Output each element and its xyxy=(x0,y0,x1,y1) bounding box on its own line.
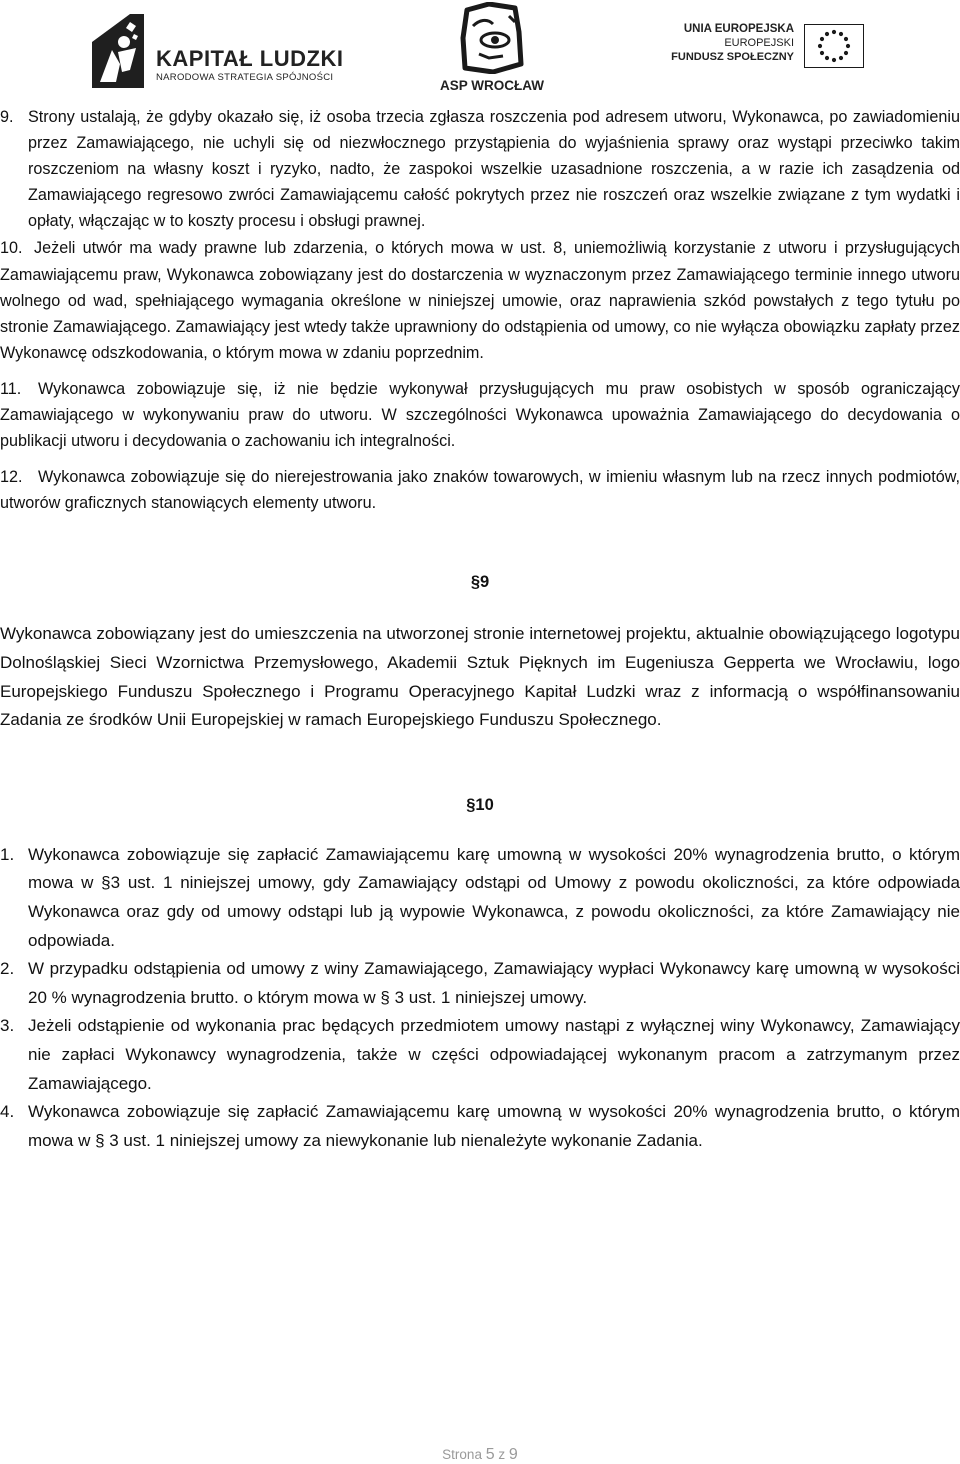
item-text: Jeżeli utwór ma wady prawne lub zdarzenia, o których mowa w ust. 8, uniemożliwią korzystanie z utworu i przysługujących Zamawiającemu praw, Wykonawca zobowiązany jest do dostarczenia w wyznaczonym przez Zamawiającego terminie innego utworu wolnego od wad, spełniającego wymagania określone w niniejszej umowie, oraz naprawienia szkód powstałych z tego tytułu po stronie Zamawiającego. Zamawiający jest wtedy także uprawniony do odstąpienia od umowy, co nie wyłącza obowiązku zapłaty przez Wykonawcę odszkodowania, o którym mowa w zdaniu poprzednim. xyxy=(0,239,960,362)
item-text: Wykonawca zobowiązuje się, iż nie będzie wykonywał przysługujących mu praw osobistych w sposób ograniczający Zamawiającego w wykonywaniu praw do utworu. W szczególności Wykonawca upoważnia Zamawiającego do decydowania o publikacji utworu i decydowania o zachowaniu ich integralności. xyxy=(0,379,960,451)
paragraph-item xyxy=(0,464,960,516)
item-text: Wykonawca zobowiązuje się zapłacić Zamawiającemu karę umowną w wysokości 20% wynagrodzenia brutto, o którym mowa w §3 ust. 1 niniejszej umowy, gdy Zamawiający odstąpi od Umowy z powodu okoliczności, za które odpowiada Wykonawca oraz gdy od umowy odstąpi lub ją wypowie Wykonawca, z powodu okoliczności, za które Zamawiający nie odpowiada. xyxy=(28,844,960,950)
kapital-ludzki-subtitle: NARODOWA STRATEGIA SPÓJNOŚCI xyxy=(156,72,334,83)
section-heading-9: §9 xyxy=(470,573,490,592)
item-number: 1. xyxy=(0,844,15,864)
document-body xyxy=(0,104,960,1155)
section-9-paragraph xyxy=(0,620,960,734)
item-text-wrap xyxy=(0,235,960,365)
item-number: 2. xyxy=(0,959,15,979)
kapital-ludzki-logo xyxy=(90,12,344,92)
asp-emblem-icon xyxy=(459,2,525,74)
item-text: Jeżeli odstąpienie od wykonania prac będących przedmiotem umowy nastąpi z wyłącznej winy Wykonawcy, Zamawiający nie zapłaci Wykonawcy wynagrodzenia, także w części odpowiadającej wykonanym pracom a zatrzymanym przez Zamawiającego. xyxy=(28,1016,960,1093)
item-text: W przypadku odstąpienia od umowy z winy Zamawiającego, Zamawiający wypłaci Wykonawcy karę umowną w wysokości 20 % wynagrodzenia brutto. o którym mowa w § 3 ust. 1 niniejszej umowy. xyxy=(28,959,960,1007)
item-number: 11. xyxy=(0,379,22,398)
item-number: 12. xyxy=(0,468,23,487)
item-number: 9. xyxy=(0,108,14,126)
paragraph-item xyxy=(0,1098,960,1155)
page-footer xyxy=(0,1446,960,1464)
item-text: Wykonawca zobowiązuje się zapłacić Zamawiającemu karę umowną w wysokości 20% wynagrodzenia brutto, o którym mowa w § 3 ust. 1 niniejszej umowy za niewykonanie lub nienależyte wykonanie Zadania. xyxy=(28,1102,960,1150)
item-number: 10. xyxy=(0,239,23,258)
item-text-wrap xyxy=(0,376,960,454)
item-text: Strony ustalają, że gdyby okazało się, iż osoba trzecia zgłasza roszczenia pod adresem utworu, Wykonawca, po zawiadomieniu przez Zamawiającego, nie uchyli się od niezwłocznego przystąpienia do wyjaśnienia sprawy oraz wystąpi przeciwko takim roszczeniom na własny koszt i ryzyko, nadto, że zaspokoi wszelkie uzasadnione roszczenia, a w razie ich zasądzenia od Zamawiającego regresowo zwróci Zamawiającemu całość pokrytych przez nie roszczeń oraz wszelkie związane z tym wydatki i opłaty, włączając w to koszty procesu i obsługi prawnej. xyxy=(28,108,960,231)
item-text-wrap xyxy=(0,464,960,516)
item-text: Wykonawca zobowiązuje się do nierejestrowania jako znaków towarowych, w imieniu własnym lub na rzecz innych podmiotów, utworów graficznych stanowiących elementy utworu. xyxy=(0,468,960,513)
paragraph-item xyxy=(0,955,960,1012)
eu-line-2: EUROPEJSKI xyxy=(724,37,794,49)
eu-efs-logo xyxy=(652,22,864,82)
footer-total-pages: 9 xyxy=(508,1446,518,1463)
paragraph-item xyxy=(0,376,960,454)
eu-line-1: UNIA EUROPEJSKA xyxy=(683,23,794,35)
asp-wroclaw-text: ASP WROCŁAW xyxy=(440,78,544,93)
eu-flag-icon xyxy=(804,24,864,68)
page-header xyxy=(0,0,960,100)
paragraph-item xyxy=(0,235,960,365)
kapital-ludzki-emblem-icon xyxy=(90,12,146,90)
paragraph-item xyxy=(0,841,960,955)
eu-efs-text xyxy=(671,22,794,64)
item-number: 3. xyxy=(0,1016,15,1036)
item-number: 4. xyxy=(0,1102,15,1122)
asp-wroclaw-logo xyxy=(437,2,547,98)
paragraph-item xyxy=(0,104,960,234)
footer-current-page: 5 xyxy=(485,1446,495,1463)
section-heading-10: §10 xyxy=(466,795,494,814)
footer-of: z xyxy=(498,1447,506,1462)
footer-label: Strona xyxy=(442,1447,482,1462)
kapital-ludzki-title: KAPITAŁ LUDZKI xyxy=(156,46,344,71)
section-9-text: Wykonawca zobowiązany jest do umieszczenia na utworzonej stronie internetowej projektu, aktualnie obowiązującego logotypu Dolnośląskiej Sieci Wzornictwa Przemysłowego, Akademii Sztuk Pięknych im Eugeniusza Gepperta we Wrocławiu, logo Europejskiego Funduszu Społecznego i Programu Operacyjnego Kapitał Ludzki wraz z informacją o współfinansowaniu Zadania ze środków Unii Europejskiej w ramach Europejskiego Funduszu Społecznego. xyxy=(0,624,960,730)
paragraph-item xyxy=(0,1012,960,1098)
eu-line-3: FUNDUSZ SPOŁECZNY xyxy=(671,51,794,63)
